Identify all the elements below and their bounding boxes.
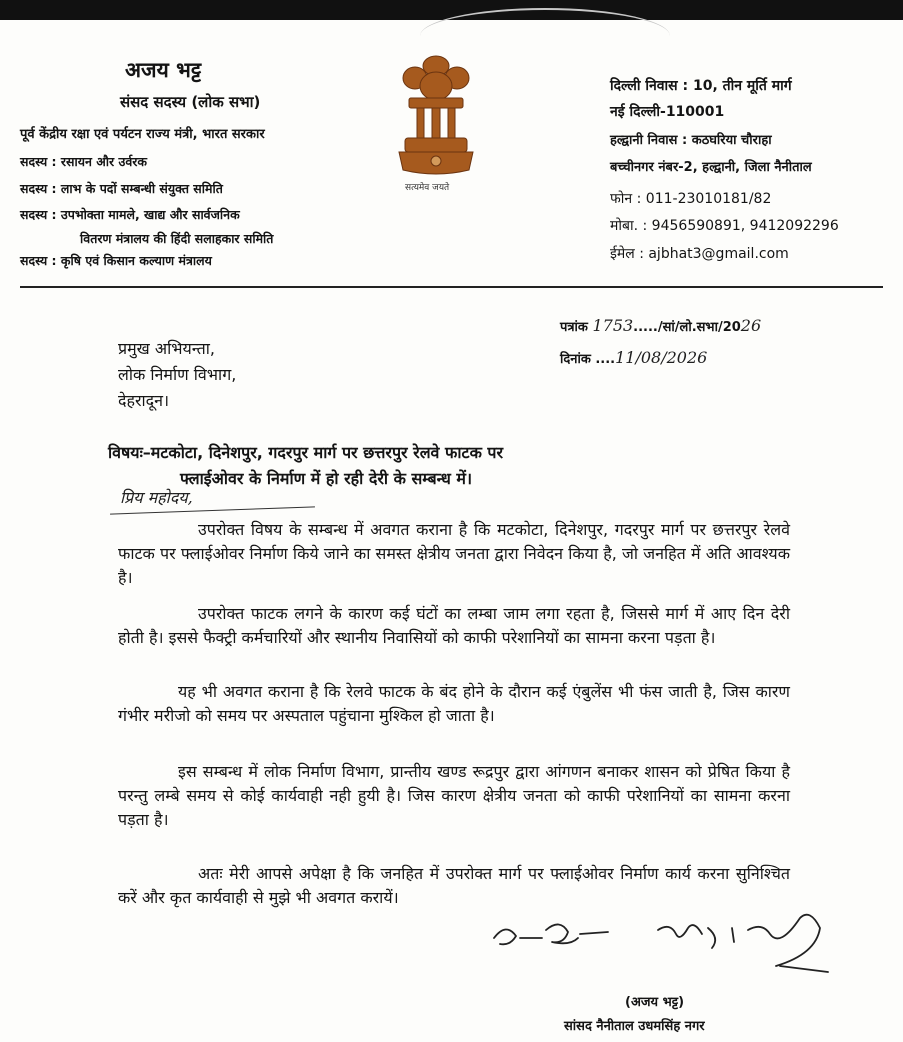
- signatory-name: (अजय भट्ट): [625, 995, 685, 1010]
- recipient-line: लोक निर्माण विभाग,: [118, 365, 237, 384]
- subject-line-continued: फ्लाईओवर के निर्माण में हो रही देरी के सम्बन्ध में।: [180, 469, 473, 488]
- signatory-title: सांसद नैनीताल उधमसिंह नगर: [564, 1019, 705, 1034]
- phone-number: फोन : 011-23010181/82: [610, 191, 772, 207]
- email-address: ईमेल : ajbhat3@gmail.com: [610, 246, 789, 262]
- haldwani-address: हल्द्वानी निवास : कठघरिया चौराहा: [610, 133, 772, 148]
- national-emblem-icon: [395, 52, 477, 182]
- reference-date: दिनांक ....11/08/2026: [560, 348, 708, 367]
- body-paragraph: उपरोक्त फाटक लगने के कारण कई घंटों का लम्बा जाम लगा रहता है, जिससे मार्ग में आए दिन देरी होती है। इससे फैक्ट्री कर्मचारियों और स्थानीय निवासियों को काफी परेशानियों का सामना करना पड़ता है।: [118, 604, 790, 647]
- recipient-line: प्रमुख अभियन्ता,: [118, 339, 216, 358]
- body-paragraph: उपरोक्त विषय के सम्बन्ध में अवगत कराना है कि मटकोटा, दिनेशपुर, गदरपुर मार्ग पर छत्तरपुर रेलवे फाटक पर फ्लाईओवर निर्माण किये जाने का समस्त क्षेत्रीय जनता द्वारा निवेदन किया है, जो जनहित में अति आवश्यक है।: [118, 520, 790, 587]
- letterhead-subtitle: संसद सदस्य (लोक सभा): [120, 93, 261, 111]
- letterhead-former-post: पूर्व केंद्रीय रक्षा एवं पर्यटन राज्य मंत्री, भारत सरकार: [20, 127, 265, 142]
- letterhead-name: अजय भट्ट: [125, 58, 202, 82]
- recipient-line: देहरादून।: [118, 391, 170, 410]
- haldwani-address-line2: बच्चीनगर नंबर-2, हल्द्वानी, जिला नैनीताल: [610, 160, 812, 175]
- membership-line: सदस्य : उपभोक्ता मामले, खाद्य और सार्वजनिक: [20, 207, 240, 222]
- salutation: प्रिय महोदय,: [120, 488, 193, 507]
- reference-number: पत्रांक 1753...../सां/लो.सभा/2026: [560, 316, 762, 335]
- body-paragraph: इस सम्बन्ध में लोक निर्माण विभाग, प्रान्तीय खण्ड रूद्रपुर द्वारा आंगणन बनाकर शासन को प्रेषित किया है परन्तु लम्बे समय से कोई कार्यवाही नही हुयी है। जिस कारण क्षेत्रीय जनता को काफी परेशानियों का सामना करना पड़ता है।: [118, 762, 790, 829]
- body-paragraph: अतः मेरी आपसे अपेक्षा है कि जनहित में उपरोक्त मार्ग पर फ्लाईओवर निर्माण कार्य करना सुनिश्चित करें और कृत कार्यवाही से मुझे भी अवगत करायें।: [118, 864, 790, 907]
- subject-line: विषयः–मटकोटा, दिनेशपुर, गदरपुर मार्ग पर छत्तरपुर रेलवे फाटक पर: [108, 443, 504, 462]
- membership-line: सदस्य : कृषि एवं किसान कल्याण मंत्रालय: [20, 253, 212, 268]
- emblem-motto: सत्यमेव जयते: [405, 183, 450, 193]
- membership-line: वितरण मंत्रालय की हिंदी सलाहकार समिति: [80, 231, 274, 246]
- delhi-address-line2: नई दिल्ली-110001: [610, 104, 725, 120]
- handwritten-signature: [480, 908, 830, 978]
- membership-line: सदस्य : रसायन और उर्वरक: [20, 154, 148, 169]
- body-paragraph: यह भी अवगत कराना है कि रेलवे फाटक के बंद होने के दौरान कई एंबुलेंस भी फंस जाती है, जिस कारण गंभीर मरीजो को समय पर अस्पताल पहुंचाना मुश्किल हो जाता है।: [118, 682, 790, 725]
- header-divider: [20, 286, 883, 288]
- delhi-address: दिल्ली निवास : 10, तीन मूर्ति मार्ग: [610, 78, 792, 94]
- membership-line: सदस्य : लाभ के पदों सम्बन्धी संयुक्त समिति: [20, 181, 223, 196]
- mobile-number: मोबा. : 9456590891, 9412092296: [610, 218, 839, 234]
